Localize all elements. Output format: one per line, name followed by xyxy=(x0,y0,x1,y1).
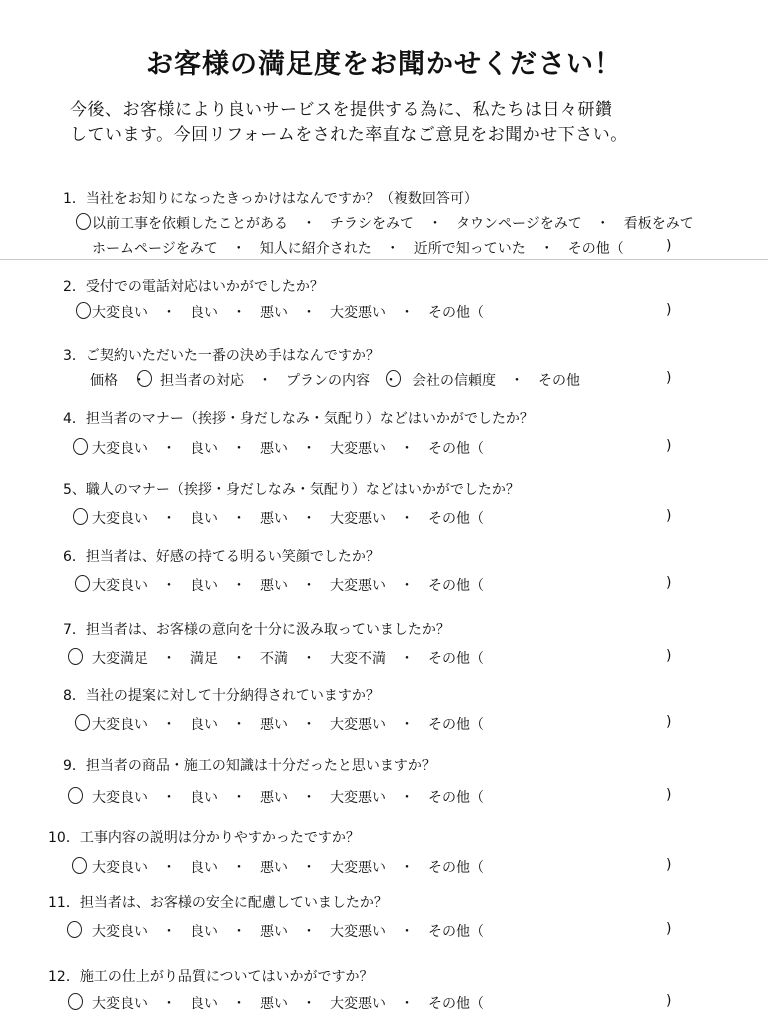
close-paren: ) xyxy=(666,575,672,591)
question-10-label: 10．工事内容の説明は分かりやすかったですか？ xyxy=(48,830,360,846)
question-11-label: 11．担当者は、お客様の安全に配慮していましたか？ xyxy=(48,895,388,911)
option-separator: ・ xyxy=(162,578,176,594)
selection-circle-icon xyxy=(68,648,83,665)
option-separator: ・ xyxy=(400,651,414,667)
q12-option[interactable]: 良い xyxy=(190,996,218,1012)
q4-options-line1 xyxy=(92,438,484,458)
q9-option[interactable]: 良い xyxy=(190,790,218,806)
option-separator: ・ xyxy=(162,924,176,940)
option-separator: ・ xyxy=(232,578,246,594)
q3-option[interactable]: 会社の信頼度 xyxy=(412,373,496,389)
option-separator: ・ xyxy=(132,373,146,389)
option-separator: ・ xyxy=(400,441,414,457)
question-9-label: 9．担当者の商品・施工の知識は十分だったと思いますか？ xyxy=(63,758,436,774)
q10-option[interactable]: 大変良い xyxy=(92,860,148,876)
q9-option[interactable]: 大変悪い xyxy=(330,790,386,806)
q8-option[interactable]: 大変良い xyxy=(92,717,148,733)
question-2-label: 2．受付での電話対応はいかがでしたか？ xyxy=(63,279,324,295)
option-separator: ・ xyxy=(162,441,176,457)
option-separator: ・ xyxy=(400,305,414,321)
option-separator: ・ xyxy=(385,241,400,257)
q8-options-line1 xyxy=(92,714,484,734)
q1-option[interactable]: 知人に紹介された xyxy=(259,241,372,257)
q9-option[interactable]: 悪い xyxy=(260,790,288,806)
section-divider xyxy=(0,259,768,260)
q5-option[interactable]: 大変悪い xyxy=(330,511,386,527)
close-paren: ) xyxy=(666,508,672,524)
q1-option[interactable]: 以前工事を依頼したことがある xyxy=(92,216,288,232)
q4-option[interactable]: 大変悪い xyxy=(330,441,386,457)
option-separator: ・ xyxy=(400,717,414,733)
q10-option[interactable]: 大変悪い xyxy=(330,860,386,876)
q4-option[interactable]: 大変良い xyxy=(92,441,148,457)
close-paren: ) xyxy=(666,993,672,1009)
question-1-label: 1．当社をお知りになったきっかけはなんですか？（複数回答可） xyxy=(63,191,478,207)
q11-option[interactable]: その他（ xyxy=(428,924,484,940)
close-paren: ) xyxy=(666,302,672,318)
option-separator: ・ xyxy=(302,216,316,232)
intro-line-2: しています。今回リフォームをされた率直なご意見をお聞かせ下さい。 xyxy=(70,125,628,145)
question-3-label: 3．ご契約いただいた一番の決め手はなんですか？ xyxy=(63,348,380,364)
q10-option[interactable]: 悪い xyxy=(260,860,288,876)
option-separator: ・ xyxy=(162,860,176,876)
option-separator: ・ xyxy=(162,717,176,733)
option-separator: ・ xyxy=(510,373,524,389)
q8-option[interactable]: 大変悪い xyxy=(330,717,386,733)
q10-option[interactable]: 良い xyxy=(190,860,218,876)
option-separator: ・ xyxy=(384,373,398,389)
selection-circle-icon xyxy=(75,575,90,592)
selection-circle-icon xyxy=(72,857,87,874)
q4-option[interactable]: 良い xyxy=(190,441,218,457)
q12-options-line1 xyxy=(92,993,484,1013)
q11-option[interactable]: 大変悪い xyxy=(330,924,386,940)
q12-option[interactable]: その他（ xyxy=(428,996,484,1012)
q4-option[interactable]: その他（ xyxy=(428,441,484,457)
q11-option[interactable]: 大変良い xyxy=(92,924,148,940)
selection-circle-icon xyxy=(386,370,401,387)
q1-option[interactable]: その他（ xyxy=(567,241,624,257)
selection-circle-icon xyxy=(73,438,88,455)
q7-option[interactable]: その他（ xyxy=(428,651,484,667)
q1-option[interactable]: 看板をみて xyxy=(623,216,694,232)
close-paren: ) xyxy=(666,787,672,803)
option-separator: ・ xyxy=(232,441,246,457)
option-separator: ・ xyxy=(428,216,442,232)
q4-option[interactable]: 悪い xyxy=(260,441,288,457)
q1-option[interactable]: ホームページをみて xyxy=(92,241,218,257)
q2-option[interactable]: 大変良い xyxy=(92,305,148,321)
option-separator: ・ xyxy=(595,216,610,232)
q1-option[interactable]: タウンページをみて xyxy=(456,216,582,232)
option-separator: ・ xyxy=(400,924,414,940)
option-separator: ・ xyxy=(258,373,272,389)
q3-option[interactable]: その他 xyxy=(538,373,580,389)
question-7-label: 7．担当者は、お客様の意向を十分に汲み取っていましたか？ xyxy=(63,622,450,638)
option-separator: ・ xyxy=(302,790,316,806)
option-separator: ・ xyxy=(302,578,316,594)
q7-options-line1 xyxy=(92,648,484,668)
option-separator: ・ xyxy=(302,924,316,940)
q5-option[interactable]: 大変良い xyxy=(92,511,148,527)
option-separator: ・ xyxy=(302,511,316,527)
q11-options-line1 xyxy=(92,921,484,941)
q5-option[interactable]: 良い xyxy=(190,511,218,527)
close-paren: ) xyxy=(666,857,672,873)
close-paren: ) xyxy=(666,714,672,730)
q6-option[interactable]: その他（ xyxy=(428,578,484,594)
option-separator: ・ xyxy=(162,996,176,1012)
option-separator: ・ xyxy=(162,651,176,667)
close-paren: ) xyxy=(666,370,672,386)
option-separator: ・ xyxy=(400,790,414,806)
option-separator: ・ xyxy=(232,860,246,876)
q10-options-line1 xyxy=(92,857,484,877)
intro-line-1: 今後、お客様により良いサービスを提供する為に、私たちは日々研鑽 xyxy=(70,100,613,120)
close-paren: ) xyxy=(666,648,672,664)
question-5-label: 5、職人のマナー（挨拶・身だしなみ・気配り）などはいかがでしたか？ xyxy=(63,482,520,498)
option-separator: ・ xyxy=(302,996,316,1012)
option-separator: ・ xyxy=(162,305,176,321)
option-separator: ・ xyxy=(232,305,246,321)
q7-option[interactable]: 大変不満 xyxy=(330,651,386,667)
option-separator: ・ xyxy=(162,790,176,806)
q8-option[interactable]: 悪い xyxy=(260,717,288,733)
selection-circle-icon xyxy=(73,508,88,525)
q6-option[interactable]: 良い xyxy=(190,578,218,594)
q11-option[interactable]: 悪い xyxy=(260,924,288,940)
q1-option[interactable]: 近所で知っていた xyxy=(413,241,526,257)
selection-circle-icon xyxy=(76,213,91,230)
option-separator: ・ xyxy=(302,441,316,457)
q5-option[interactable]: 悪い xyxy=(260,511,288,527)
option-separator: ・ xyxy=(232,651,246,667)
survey-title: お客様の満足度をお聞かせください！ xyxy=(146,49,622,80)
q2-option[interactable]: 大変悪い xyxy=(330,305,386,321)
q5-option[interactable]: その他（ xyxy=(428,511,484,527)
option-separator: ・ xyxy=(232,924,246,940)
q9-options-line1 xyxy=(92,787,484,807)
close-paren: ) xyxy=(666,921,672,937)
q8-option[interactable]: その他（ xyxy=(428,717,484,733)
q7-option[interactable]: 大変満足 xyxy=(92,651,148,667)
close-paren: ) xyxy=(666,438,672,454)
selection-circle-icon xyxy=(68,787,83,804)
option-separator: ・ xyxy=(232,511,246,527)
selection-circle-icon xyxy=(68,993,83,1010)
option-separator: ・ xyxy=(302,651,316,667)
q6-option[interactable]: 大変悪い xyxy=(330,578,386,594)
q3-options-line1 xyxy=(90,370,580,390)
q2-options-line1 xyxy=(92,302,484,322)
option-separator: ・ xyxy=(302,305,316,321)
q3-option[interactable]: 価格 xyxy=(90,373,118,389)
option-separator: ・ xyxy=(162,511,176,527)
question-8-label: 8．当社の提案に対して十分納得されていますか？ xyxy=(63,688,380,704)
q3-option[interactable]: プランの内容 xyxy=(286,373,370,389)
q12-option[interactable]: 大変良い xyxy=(92,996,148,1012)
q10-option[interactable]: その他（ xyxy=(428,860,484,876)
option-separator: ・ xyxy=(400,511,414,527)
option-separator: ・ xyxy=(400,578,414,594)
selection-circle-icon xyxy=(67,921,82,938)
option-separator: ・ xyxy=(400,860,414,876)
question-12-label: 12．施工の仕上がり品質についてはいかがですか？ xyxy=(48,969,374,985)
close-paren: ) xyxy=(666,238,672,254)
q11-option[interactable]: 良い xyxy=(190,924,218,940)
q6-option[interactable]: 悪い xyxy=(260,578,288,594)
selection-circle-icon xyxy=(76,302,91,319)
option-separator: ・ xyxy=(232,996,246,1012)
option-separator: ・ xyxy=(232,717,246,733)
q2-option[interactable]: 悪い xyxy=(260,305,288,321)
q2-option[interactable]: 良い xyxy=(190,305,218,321)
option-separator: ・ xyxy=(302,717,316,733)
q6-option[interactable]: 大変良い xyxy=(92,578,148,594)
q5-options-line1 xyxy=(92,508,484,528)
option-separator: ・ xyxy=(302,860,316,876)
q1-options-line2 xyxy=(92,238,624,258)
q7-option[interactable]: 不満 xyxy=(260,651,288,667)
q9-option[interactable]: 大変良い xyxy=(92,790,148,806)
option-separator: ・ xyxy=(539,241,554,257)
q12-option[interactable]: 大変悪い xyxy=(330,996,386,1012)
selection-circle-icon xyxy=(75,714,90,731)
q6-options-line1 xyxy=(92,575,484,595)
selection-circle-icon xyxy=(137,370,152,387)
option-separator: ・ xyxy=(400,996,414,1012)
q3-option[interactable]: 担当者の対応 xyxy=(160,373,244,389)
q1-options-line1 xyxy=(92,213,694,233)
q9-option[interactable]: その他（ xyxy=(428,790,484,806)
q1-option[interactable]: チラシをみて xyxy=(330,216,414,232)
q7-option[interactable]: 満足 xyxy=(190,651,218,667)
q2-option[interactable]: その他（ xyxy=(428,305,484,321)
option-separator: ・ xyxy=(232,790,246,806)
q12-option[interactable]: 悪い xyxy=(260,996,288,1012)
question-6-label: 6．担当者は、好感の持てる明るい笑顔でしたか？ xyxy=(63,549,380,565)
question-4-label: 4．担当者のマナー（挨拶・身だしなみ・気配り）などはいかがでしたか？ xyxy=(63,411,534,427)
option-separator: ・ xyxy=(231,241,246,257)
q8-option[interactable]: 良い xyxy=(190,717,218,733)
